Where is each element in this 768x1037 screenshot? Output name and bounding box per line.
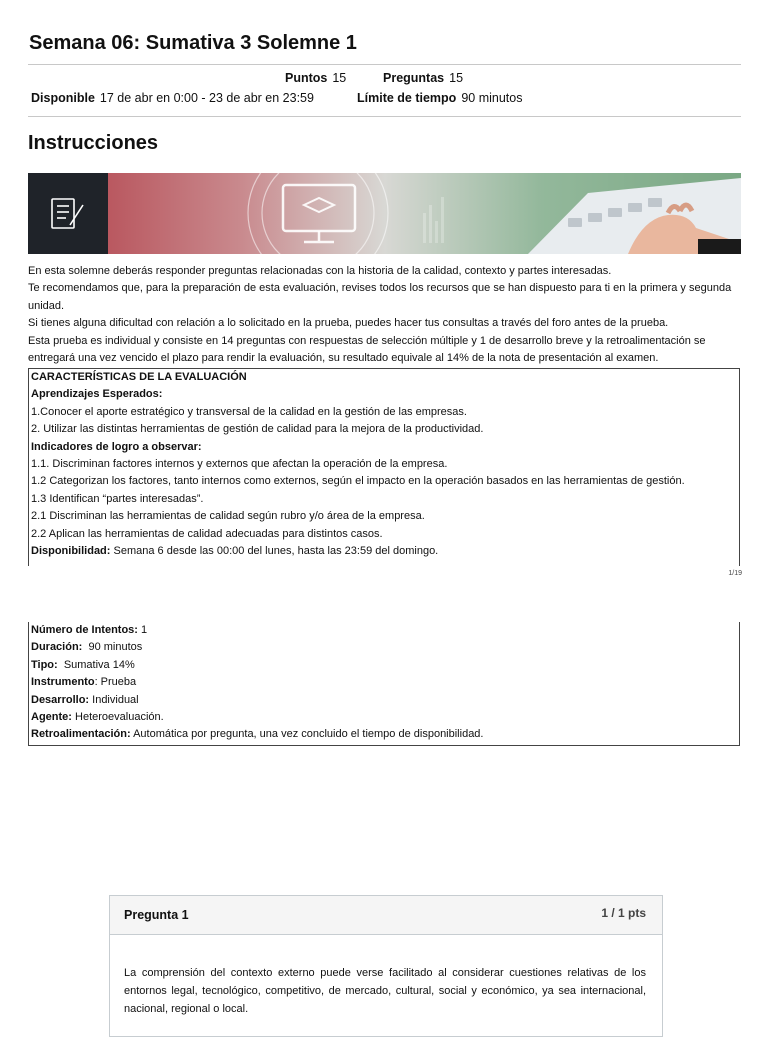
instructions-paragraph: Esta prueba es individual y consiste en 14 preguntas con respuestas de selección múltiple y 1 de desarrollo breve y la retroalimentación se entregará una vez vencido el plazo para rendir la evaluación, su resultado equivale al 14% de la nota de presentación al examen. (28, 334, 706, 365)
question-header (110, 896, 662, 935)
indicador-item: 2.2 Aplican las herramientas de calidad adecuadas para distintos casos. (31, 527, 383, 540)
disponible-value: 17 de abr en 0:00 - 23 de abr en 23:59 (99, 91, 314, 105)
aprendizajes-label: Aprendizajes Esperados: (31, 388, 163, 401)
instructions-paragraph: Te recomendamos que, para la preparación de esta evaluación, revises todos los recursos que se han dispuesto para ti en la primera y segunda unidad. (28, 282, 732, 312)
puntos-field (285, 71, 346, 85)
detail-row (31, 639, 739, 656)
question-title: Pregunta 1 (124, 908, 189, 922)
detail-label: Desarrollo: (31, 693, 90, 706)
instructions-banner (28, 173, 741, 254)
question-card (109, 895, 663, 1037)
detail-label: Retroalimentación: (31, 728, 131, 741)
detail-row (31, 622, 739, 639)
indicador-item: 1.2 Categorizan los factores, tanto internos como externos, según el impacto en la operación basados en las herramientas de gestión. (31, 475, 685, 488)
preguntas-label: Preguntas (383, 71, 445, 85)
page-title: Semana 06: Sumativa 3 Solemne 1 (29, 32, 357, 54)
limite-field (357, 91, 522, 105)
detail-value: Sumativa 14% (63, 658, 135, 671)
detail-row (31, 726, 739, 743)
instructions-paragraph: En esta solemne deberás responder preguntas relacionadas con la historia de la calidad, contexto y partes interesadas. (28, 265, 612, 277)
instructions-paragraph: Si tienes alguna dificultad con relación a lo solicitado en la prueba, puedes hacer tus consultas a través del foro antes de la prueba. (28, 317, 669, 330)
detail-label: Agente: (31, 711, 72, 724)
details-box (28, 622, 740, 746)
limite-value: 90 minutos (461, 91, 523, 105)
limite-label: Límite de tiempo (357, 91, 457, 105)
detail-row (31, 692, 739, 709)
detail-row (31, 674, 739, 691)
indicadores-label: Indicadores de logro a observar: (31, 440, 202, 453)
indicador-item: 2.1 Discriminan las herramientas de calidad según rubro y/o área de la empresa. (31, 510, 425, 523)
disponibilidad-label: Disponibilidad: (31, 545, 111, 558)
characteristics-box (28, 368, 740, 566)
detail-row (31, 709, 739, 726)
disponible-field (31, 91, 314, 105)
question-points: 1 / 1 pts (601, 906, 646, 920)
detail-label: Duración: (31, 641, 83, 654)
question-text: La comprensión del contexto externo puede verse facilitado al considerar cuestiones relativas de los entornos legal, tecnológico, competitivo, de mercado, cultural, social y económico, ya sea internacional, nacional, regional o local. (124, 967, 646, 1015)
preguntas-value: 15 (449, 71, 464, 85)
detail-value: Heteroevaluación. (75, 711, 164, 724)
detail-row (31, 657, 739, 674)
disponible-label: Disponible (31, 91, 95, 105)
detail-label: Tipo: (31, 658, 58, 671)
instructions-heading: Instrucciones (28, 132, 159, 154)
puntos-label: Puntos (285, 71, 328, 85)
aprendizaje-item: 2. Utilizar las distintas herramientas de gestión de calidad para la mejora de la productividad. (31, 423, 484, 436)
puntos-value: 15 (332, 71, 347, 85)
aprendizaje-item: 1.Conocer el aporte estratégico y transversal de la calidad en la gestión de las empresas. (31, 405, 467, 418)
divider (28, 64, 741, 65)
detail-value: : Prueba (94, 676, 137, 689)
disponibilidad-value: Semana 6 desde las 00:00 del lunes, hasta las 23:59 del domingo. (113, 545, 439, 558)
preguntas-field (383, 71, 463, 85)
detail-value: 1 (141, 624, 148, 636)
page-number: 1/19 (728, 570, 742, 577)
detail-value: Individual (92, 693, 139, 706)
detail-label: Instrumento (31, 676, 95, 689)
banner-image (28, 173, 741, 254)
divider (28, 116, 741, 117)
detail-value: 90 minutos (88, 641, 143, 654)
indicador-item: 1.1. Discriminan factores internos y externos que afectan la operación de la empresa. (31, 458, 448, 471)
detail-label: Número de Intentos: (31, 624, 138, 636)
instructions-text (28, 263, 741, 367)
characteristics-heading: CARACTERÍSTICAS DE LA EVALUACIÓN (31, 371, 247, 383)
indicador-item: 1.3 Identifican “partes interesadas”. (31, 492, 204, 505)
detail-value: Automática por pregunta, una vez concluido el tiempo de disponibilidad. (133, 728, 484, 741)
